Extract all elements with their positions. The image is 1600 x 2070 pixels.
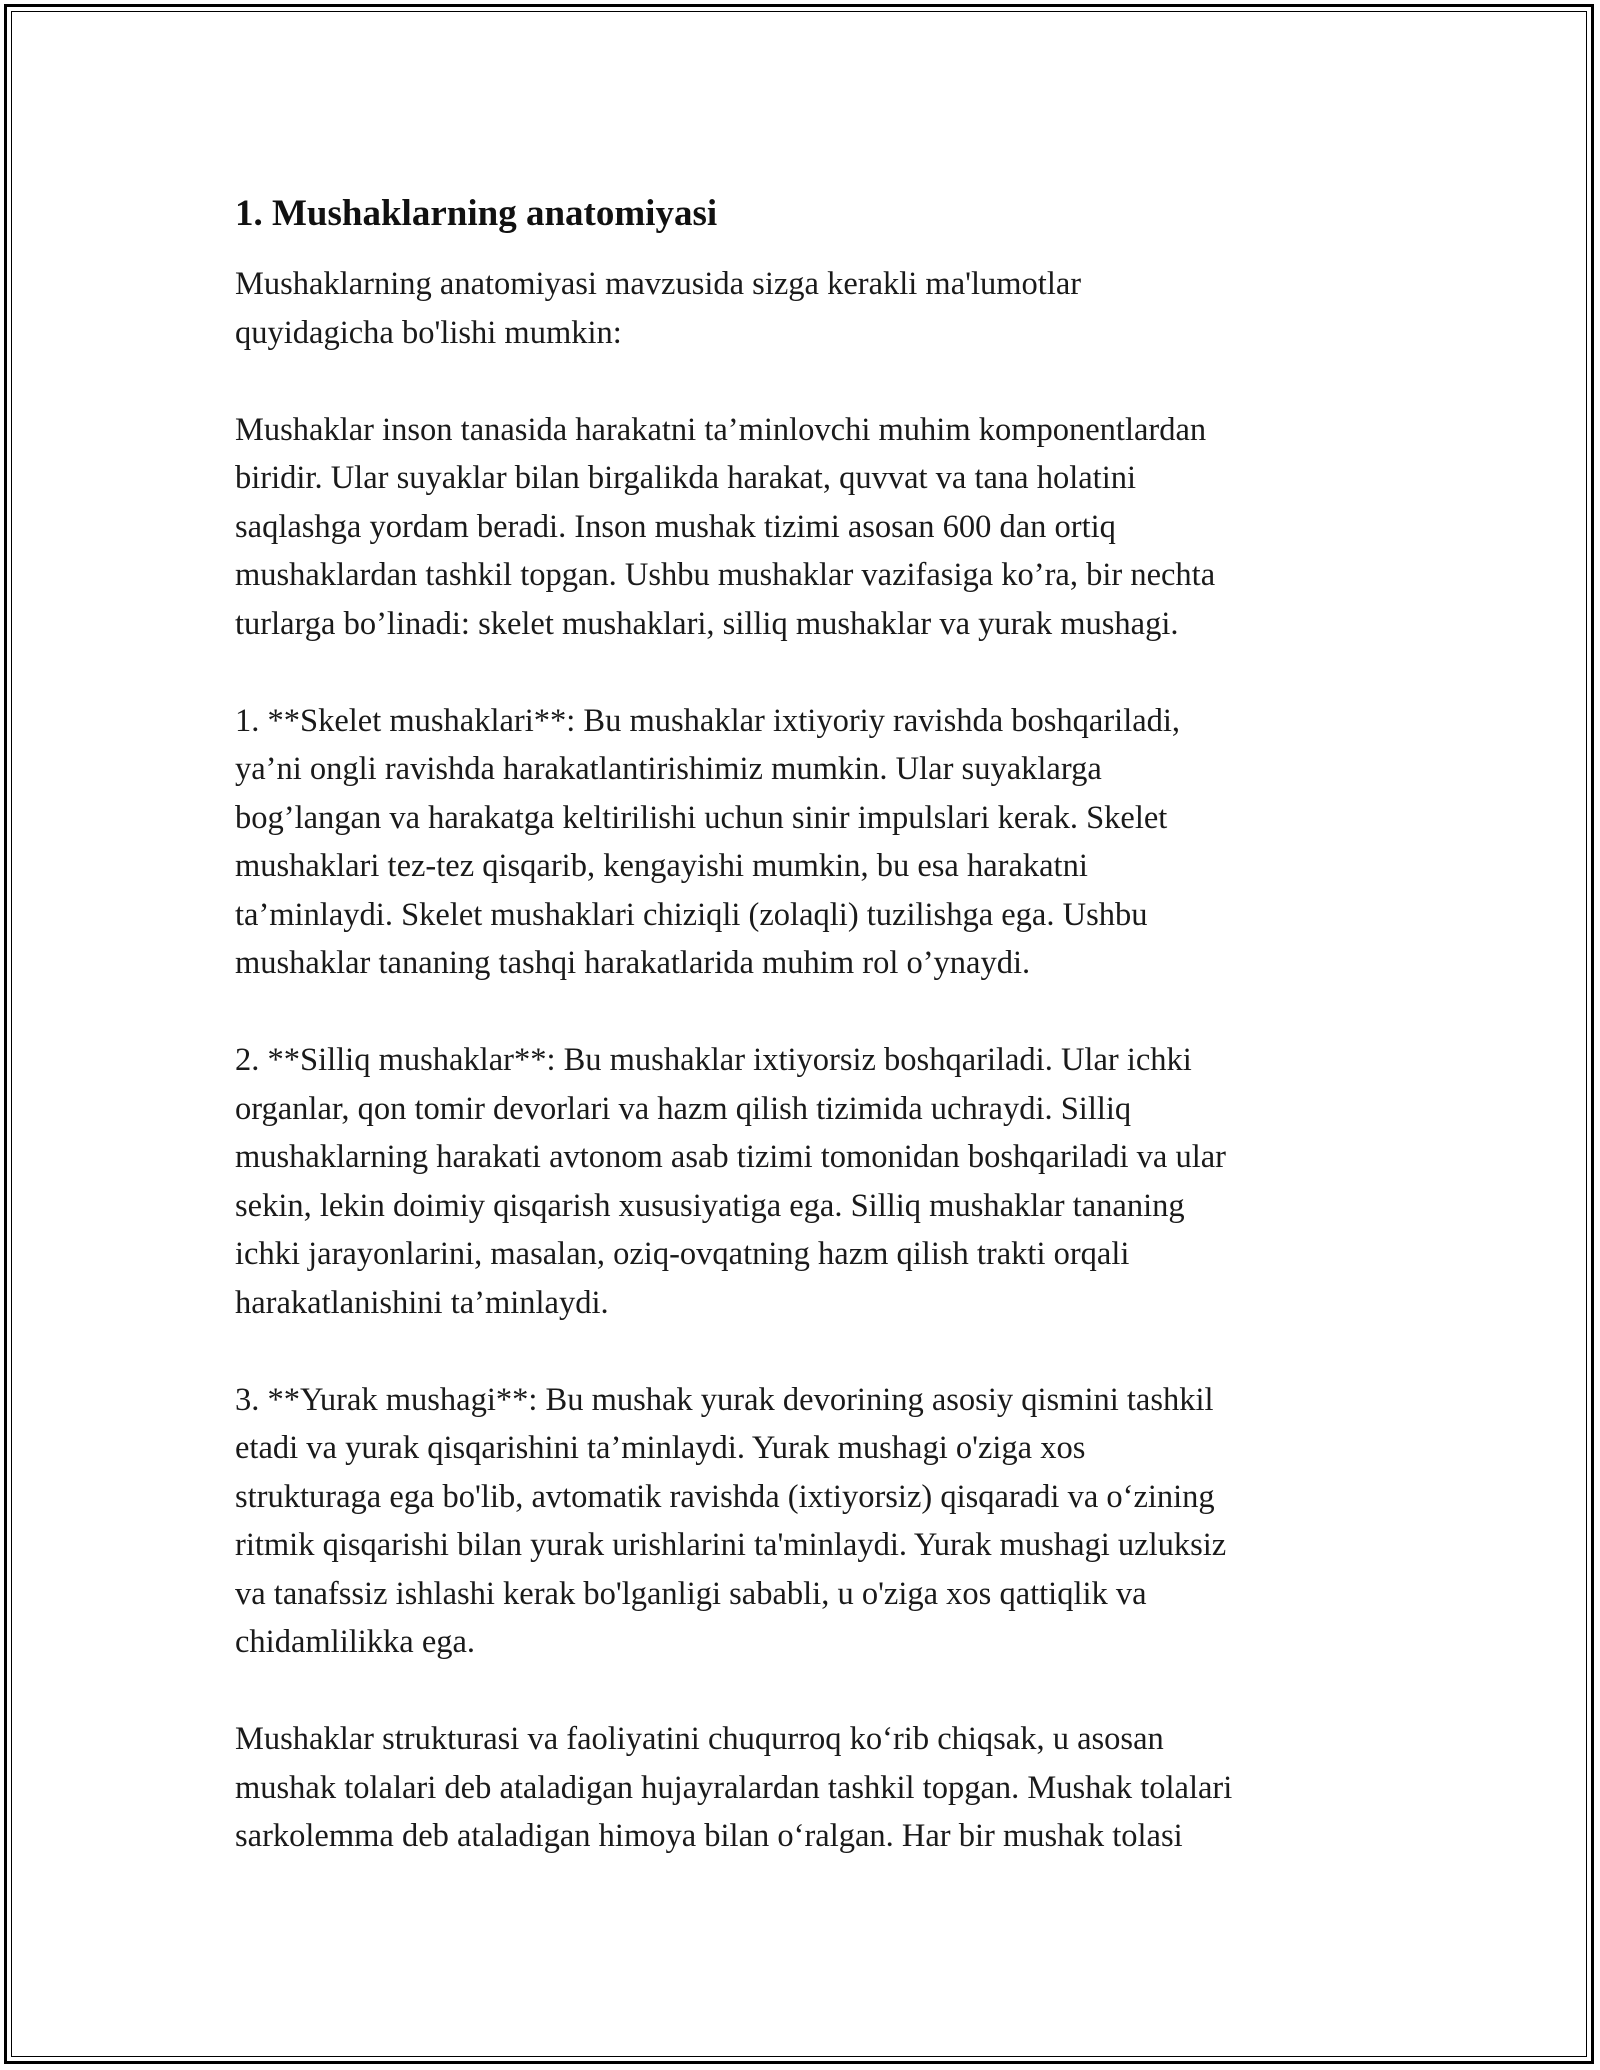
text-line: saqlashga yordam beradi. Inson mushak tizimi asosan 600 dan ortiq [235, 508, 1116, 545]
text-line: ichki jarayonlarini, masalan, oziq-ovqatning hazm qilish trakti orqali [235, 1236, 1130, 1272]
text-line: biridir. Ular suyaklar bilan birgalikda harakat, quvvat va tana holatini [235, 460, 1137, 496]
text-line: 3. **Yurak mushagi**: Bu mushak yurak devorining asosiy qismini tashkil [235, 1381, 1214, 1418]
text-line: harakatlanishini ta’minlaydi. [235, 1284, 609, 1321]
paragraph-skeletal-muscles [235, 697, 1375, 988]
text-line: mushaklarning harakati avtonom asab tizimi tomonidan boshqariladi va ular [235, 1139, 1226, 1175]
document-body [235, 190, 1375, 1861]
paragraph-overview [235, 406, 1375, 649]
text-line: turlarga bo’linadi: skelet mushaklari, silliq mushaklar va yurak mushagi. [235, 605, 1179, 642]
text-line: 2. **Silliq mushaklar**: Bu mushaklar ixtiyorsiz boshqariladi. Ular ichki [235, 1042, 1192, 1078]
text-line: Mushaklar strukturasi va faoliyatini chuqurroq ko‘rib chiqsak, u asosan [235, 1721, 1164, 1757]
text-line: mushaklar tananing tashqi harakatlarida muhim rol o’ynaydi. [235, 945, 1031, 981]
text-line: sekin, lekin doimiy qisqarish xususiyatiga ega. Silliq mushaklar tananing [235, 1187, 1185, 1224]
text-line: chidamlilikka ega. [235, 1624, 476, 1660]
paragraph-muscle-structure [235, 1715, 1375, 1861]
text-line: Mushaklar inson tanasida harakatni ta’minlovchi muhim komponentlardan [235, 411, 1207, 448]
text-line: 1. **Skelet mushaklari**: Bu mushaklar ixtiyoriy ravishda boshqariladi, [235, 702, 1181, 739]
text-line: Mushaklarning anatomiyasi mavzusida sizga kerakli ma'lumotlar [235, 266, 1082, 302]
text-line: ya’ni ongli ravishda harakatlantirishimiz mumkin. Ular suyaklarga [235, 751, 1102, 787]
text-line: mushak tolalari deb ataladigan hujayralardan tashkil topgan. Mushak tolalari [235, 1769, 1233, 1806]
paragraph-intro [235, 260, 1375, 357]
text-line: va tanafssiz ishlashi kerak bo'lganligi sababli, u o'ziga xos qattiqlik va [235, 1575, 1147, 1612]
text-line: bog’langan va harakatga keltirilishi uchun sinir impulslari kerak. Skelet [235, 799, 1168, 836]
text-line: mushaklardan tashkil topgan. Ushbu mushaklar vazifasiga ko’ra, bir nechta [235, 557, 1216, 593]
paragraph-smooth-muscles [235, 1036, 1375, 1327]
text-line: sarkolemma deb ataladigan himoya bilan o‘ralgan. Har bir mushak tolasi [235, 1818, 1183, 1854]
text-line: ritmik qisqarishi bilan yurak urishlarini ta'minlaydi. Yurak mushagi uzluksiz [235, 1527, 1227, 1563]
text-line: organlar, qon tomir devorlari va hazm qilish tizimida uchraydi. Silliq [235, 1090, 1132, 1127]
section-heading: 1. Mushaklarning anatomiyasi [235, 193, 718, 234]
text-line: ta’minlaydi. Skelet mushaklari chiziqli (zolaqli) tuzilishga ega. Ushbu [235, 896, 1148, 933]
text-line: quyidagicha bo'lishi mumkin: [235, 314, 622, 351]
text-line: strukturaga ega bo'lib, avtomatik ravishda (ixtiyorsiz) qisqaradi va o‘zining [235, 1478, 1215, 1515]
text-line: etadi va yurak qisqarishini ta’minlaydi. Yurak mushagi o'ziga xos [235, 1430, 1086, 1466]
paragraph-cardiac-muscle [235, 1376, 1375, 1667]
text-line: mushaklari tez-tez qisqarib, kengayishi mumkin, bu esa harakatni [235, 848, 1088, 884]
